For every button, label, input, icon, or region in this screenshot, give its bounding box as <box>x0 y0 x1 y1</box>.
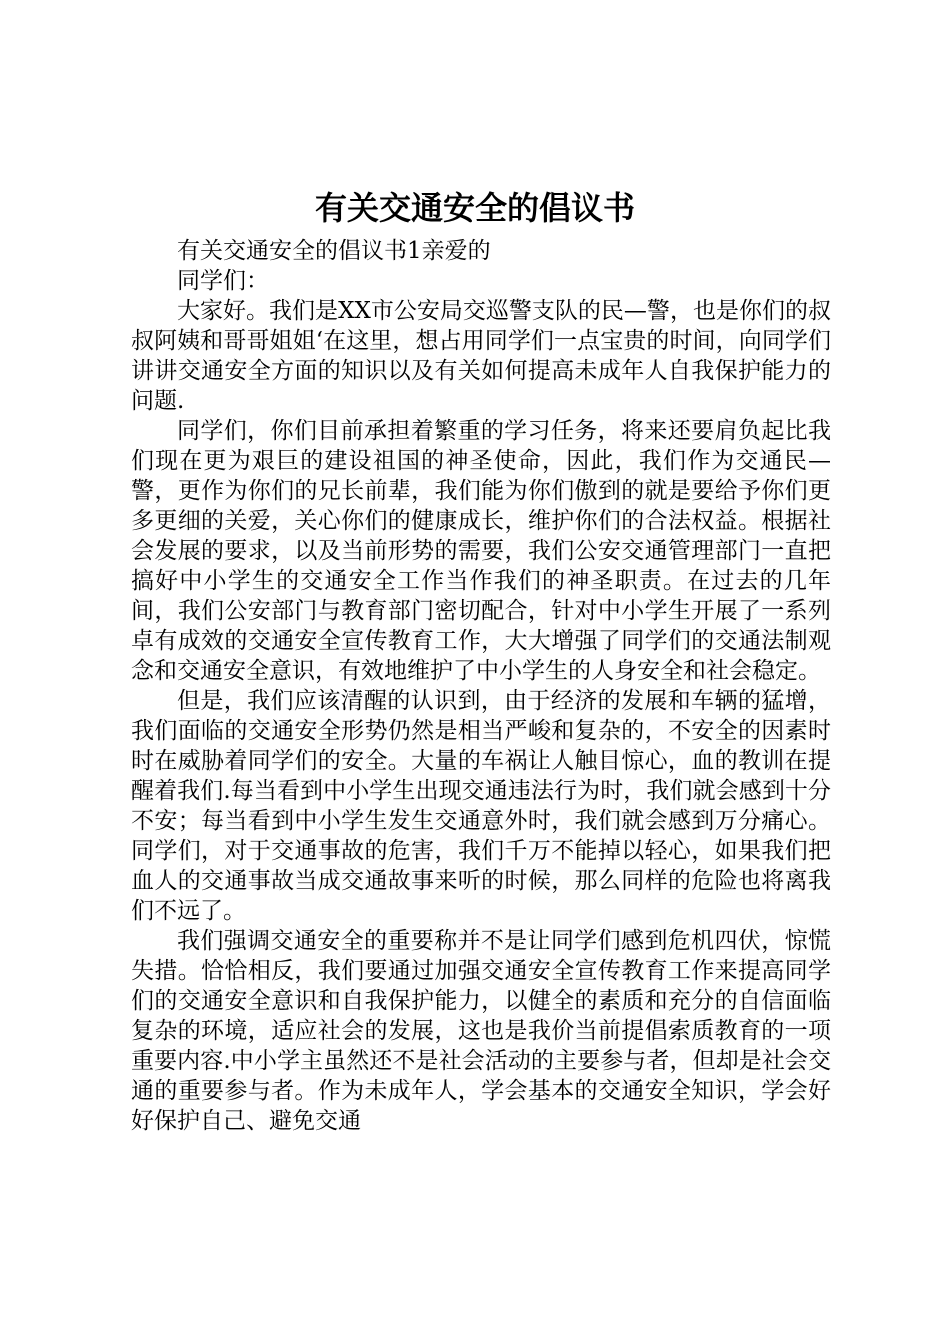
paragraph: 同学们，你们目前承担着繁重的学习任务，将来还要肩负起比我们现在更为艰巨的建设祖国的神圣使命，因此，我们作为交通民—警，更作为你们的兄长前辈，我们能为你们傲到的就是要给予你们更多更细的关爱，关心你们的健康成长，维护你们的合法权益。根据社会发展的要求，以及当前形势的需要，我们公安交通管理部门一直把搞好中小学生的交通安全工作当作我们的神圣职责。在过去的几年间，我们公安部门与教育部门密切配合，针对中小学生开展了一系列卓有成效的交通安全宣传教育工作，大大增强了同学们的交通法制观念和交通安全意识，有效地维护了中小学生的人身安全和社会稳定。 <box>131 418 831 684</box>
paragraph: 我们强调交通安全的重要称并不是让同学们感到危机四伏，惊慌失措。恰恰相反，我们要通过加强交通安全宣传教育工作来提高同学们的交通安全意识和自我保护能力，以健全的素质和充分的自信面临复杂的环境，适应社会的发展，这也是我价当前提倡索质教育的一项重要内容.中小学主虽然还不是社会活动的主要参与者，但却是社会交通的重要参与者。作为未成年人，学会基本的交通安全知识，学会好好保护自己、避免交通 <box>131 928 831 1134</box>
paragraph-heading-line: 有关交通安全的倡议书1亲爱的 <box>177 238 491 264</box>
document-title: 有关交通安全的倡议书 <box>314 189 635 227</box>
paragraph: 但是，我们应该清醒的认识到，由于经济的发展和车辆的猛增，我们面临的交通安全形势仍然是相当严峻和复杂的，不安全的因素时时在威胁着同学们的安全。大量的车祸让人触目惊心，血的教训在提醒着我们.每当看到中小学生出现交通违法行为时，我们就会感到十分不安；每当看到中小学生发生交通意外时，我们就会感到万分痛心。同学们，对于交通事故的危害，我们千万不能掉以轻心，如果我们把血人的交通事故当成交通故事来听的时候，那么同样的危险也将离我们不远了。 <box>131 688 831 924</box>
paragraph: 大家好。我们是XX市公安局交巡警支队的民—警，也是你们的叔叔阿姨和哥哥姐姐‘在这里，想占用同学们一点宝贵的时间，向同学们讲讲交通安全方面的知识以及有关如何提高未成年人自我保护能力的问题. <box>131 298 831 414</box>
paragraph-salutation: 同学们： <box>177 268 269 294</box>
document-body <box>131 236 831 1136</box>
